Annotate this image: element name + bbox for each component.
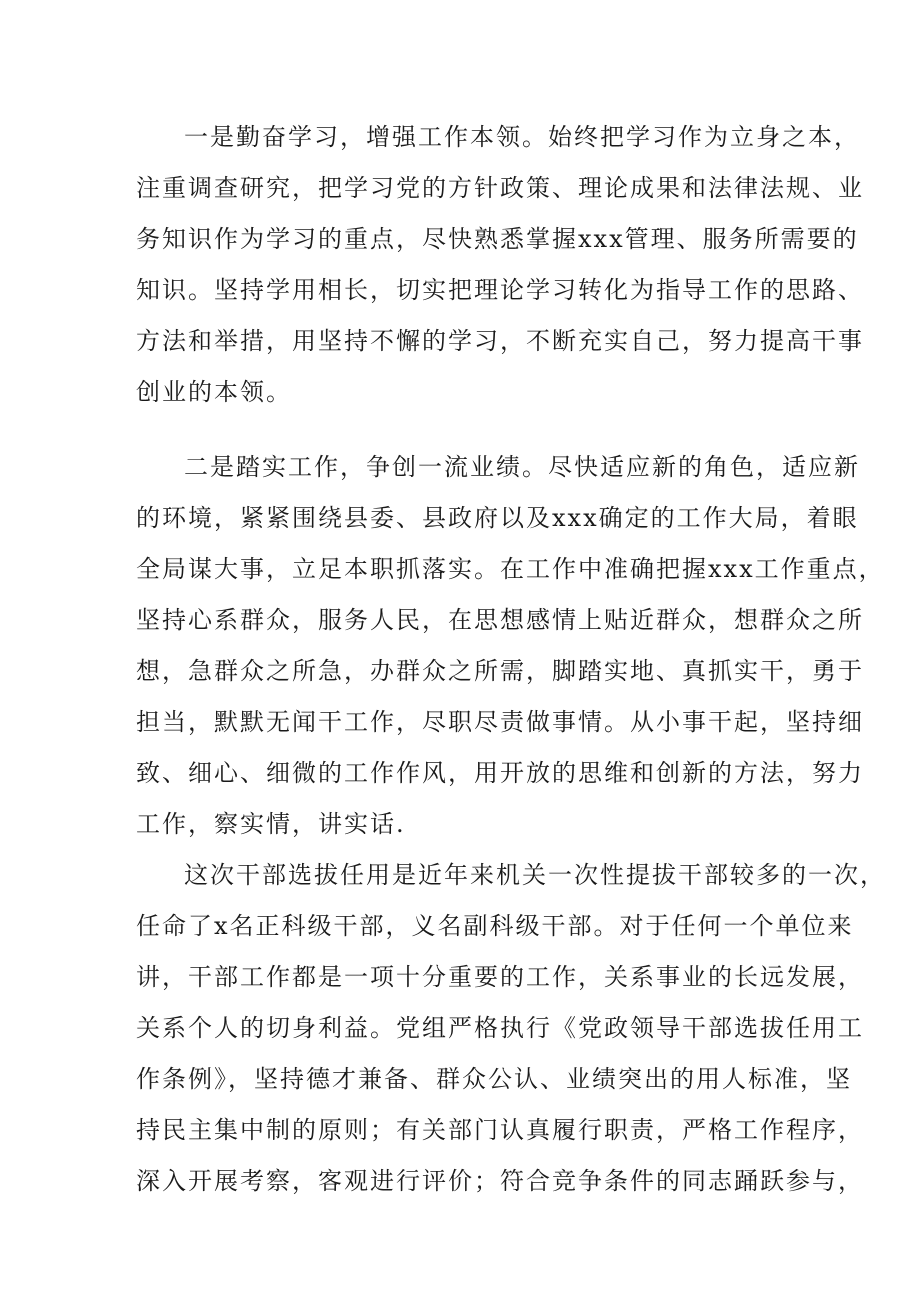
paragraph-line: 的环境，紧紧围绕县委、县政府以及xxx确定的工作大局，着眼 (136, 504, 859, 532)
paragraph-line: 担当，默默无闻干工作，尽职尽责做事情。从小事干起，坚持细 (136, 708, 864, 736)
paragraph-2 (136, 442, 885, 850)
paragraph-line: 深入开展考察，客观进行评价；符合竞争条件的同志踊跃参与， (136, 1167, 864, 1195)
paragraph-line: 方法和举措，用坚持不懈的学习，不断充实自己，努力提高干事 (136, 327, 864, 355)
paragraph-line: 持民主集中制的原则；有关部门认真履行职责，严格工作程序， (136, 1116, 864, 1144)
paragraph-line: 致、细心、细微的工作作风，用开放的思维和创新的方法，努力 (136, 759, 864, 787)
paragraph-line: 关系个人的切身利益。党组严格执行《党政领导干部选拔任用工 (136, 1014, 864, 1042)
paragraph-line: 全局谋大事，立足本职抓落实。在工作中准确把握xxx工作重点， (136, 555, 885, 583)
paragraph-1 (136, 112, 864, 418)
paragraph-line: 二是踏实工作，争创一流业绩。尽快适应新的角色，适应新 (184, 453, 860, 481)
paragraph-line: 务知识作为学习的重点，尽快熟悉掌握xxx管理、服务所需要的 (136, 225, 859, 253)
paragraph-line: 讲，干部工作都是一项十分重要的工作，关系事业的长远发展， (136, 963, 864, 991)
paragraph-line: 一是勤奋学习，增强工作本领。始终把学习作为立身之本， (184, 123, 860, 151)
paragraph-line: 工作，察实情，讲实话. (136, 810, 406, 838)
paragraph-line: 这次干部选拔任用是近年来机关一次性提拔干部较多的一次， (184, 861, 886, 889)
paragraph-spacer (136, 418, 796, 442)
document-body (136, 112, 886, 1207)
paragraph-line: 坚持心系群众，服务人民，在思想感情上贴近群众，想群众之所 (136, 606, 864, 634)
paragraph-line: 想，急群众之所急，办群众之所需，脚踏实地、真抓实干，勇于 (136, 657, 864, 685)
paragraph-line: 作条例》，坚持德才兼备、群众公认、业绩突出的用人标准，坚 (136, 1065, 852, 1093)
paragraph-line: 创业的本领。 (136, 378, 292, 406)
paragraph-line: 知识。坚持学用相长，切实把理论学习转化为指导工作的思路、 (136, 276, 864, 304)
paragraph-line: 注重调查研究，把学习党的方针政策、理论成果和法律法规、业 (136, 174, 864, 202)
paragraph-3 (136, 850, 886, 1207)
paragraph-line: 任命了x名正科级干部，义名副科级干部。对于任何一个单位来 (136, 912, 854, 940)
